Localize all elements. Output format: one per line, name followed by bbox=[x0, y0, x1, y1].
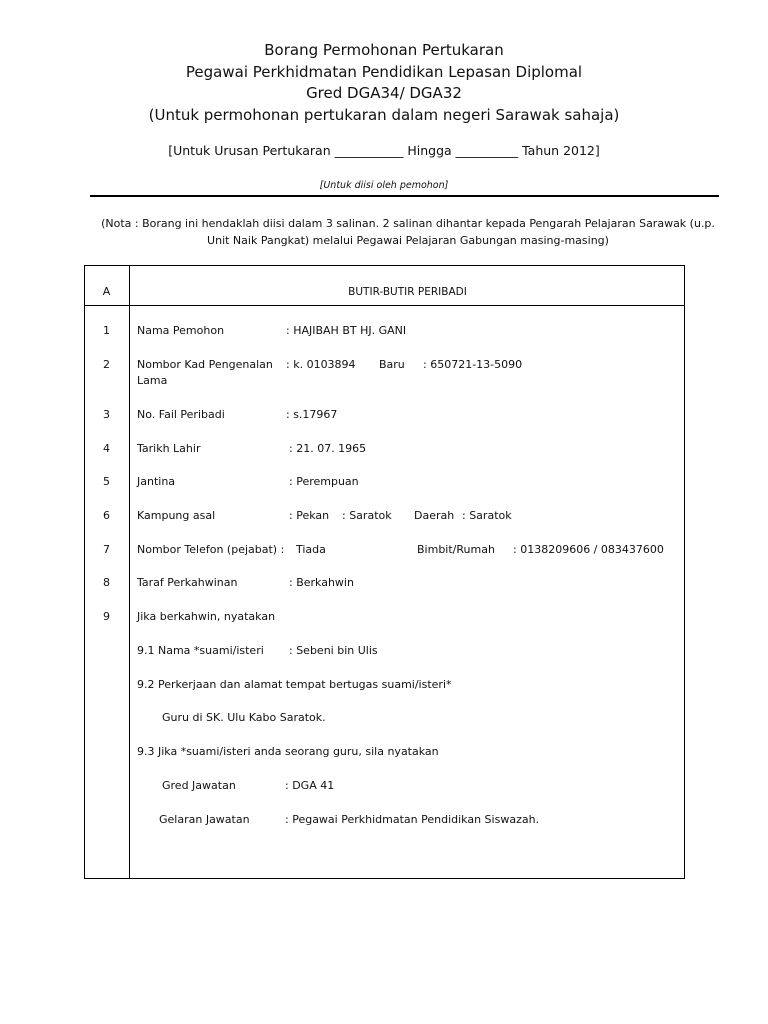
ic-new-label: Baru bbox=[379, 358, 405, 371]
spouse-name-label: 9.1 Nama *suami/isteri bbox=[137, 644, 264, 657]
section-letter: A bbox=[102, 285, 111, 298]
form-subtitle: Pegawai Perkhidmatan Pendidikan Lepasan Diplomal bbox=[185, 63, 583, 81]
form-scope: (Untuk permohonan pertukaran dalam negeri Sarawak sahaja) bbox=[148, 106, 620, 124]
spouse-title-label: Gelaran Jawatan bbox=[159, 813, 250, 826]
spouse-grade-label: Gred Jawatan bbox=[162, 779, 236, 792]
hometown-town-value: : Saratok bbox=[342, 509, 392, 522]
transfer-period: [Untuk Urusan Pertukaran ___________ Hingga __________ Tahun 2012] bbox=[168, 143, 600, 158]
table-column-divider bbox=[129, 265, 130, 879]
row-number: 3 bbox=[103, 408, 110, 421]
spouse-job-value: Guru di SK. Ulu Kabo Saratok. bbox=[162, 711, 326, 724]
form-grade: Gred DGA34/ DGA32 bbox=[306, 84, 462, 102]
ic-number-label: Nombor Kad Pengenalan bbox=[137, 358, 273, 371]
form-title: Borang Permohonan Pertukaran bbox=[264, 41, 504, 59]
header-divider bbox=[90, 195, 719, 197]
hometown-village-value: : Pekan bbox=[289, 509, 330, 522]
spouse-title-value: : Pegawai Perkhidmatan Pendidikan Siswazah. bbox=[285, 813, 540, 826]
district-value: : Saratok bbox=[462, 509, 512, 522]
row-number: 8 bbox=[103, 576, 110, 589]
married-section-label: Jika berkahwin, nyatakan bbox=[137, 610, 276, 623]
row-number: 4 bbox=[103, 442, 110, 455]
row-number: 5 bbox=[103, 475, 110, 488]
gender-label: Jantina bbox=[137, 475, 176, 488]
spouse-grade-value: : DGA 41 bbox=[285, 779, 335, 792]
office-phone-value: Tiada bbox=[296, 543, 326, 556]
table-header-divider bbox=[84, 305, 685, 306]
mobile-phone-label: Bimbit/Rumah bbox=[417, 543, 495, 556]
section-title: BUTIR-BUTIR PERIBADI bbox=[348, 286, 467, 298]
office-phone-label: Nombor Telefon (pejabat) : bbox=[137, 543, 285, 556]
marital-status-value: : Berkahwin bbox=[289, 576, 354, 589]
birth-date-label: Tarikh Lahir bbox=[137, 442, 201, 455]
row-number: 2 bbox=[103, 358, 110, 371]
nota-text: (Nota : Borang ini hendaklah diisi dalam 3 salinan. 2 salinan dihantar kepada Pengarah Pelajaran Sarawak (u.p. Unit Naik Pangkat) melalui Pegawai Pelajaran Gabungan masing-masing) bbox=[101, 217, 715, 247]
spouse-job-label: 9.2 Perkerjaan dan alamat tempat bertugas suami/isteri* bbox=[137, 678, 452, 691]
file-number-value: : s.17967 bbox=[286, 408, 338, 421]
spouse-name-value: : Sebeni bin Ulis bbox=[289, 644, 378, 657]
ic-old-value: : k. 0103894 bbox=[286, 358, 356, 371]
marital-status-label: Taraf Perkahwinan bbox=[137, 576, 238, 589]
hometown-label: Kampung asal bbox=[137, 509, 216, 522]
spouse-teacher-label: 9.3 Jika *suami/isteri anda seorang guru, sila nyatakan bbox=[137, 745, 439, 758]
file-number-label: No. Fail Peribadi bbox=[137, 408, 225, 421]
row-number: 6 bbox=[103, 509, 110, 522]
birth-date-value: : 21. 07. 1965 bbox=[289, 442, 367, 455]
district-label: Daerah bbox=[414, 509, 455, 522]
ic-new-value: : 650721-13-5090 bbox=[423, 358, 523, 371]
applicant-name-label: Nama Pemohon bbox=[137, 324, 225, 337]
row-number: 1 bbox=[103, 324, 110, 337]
gender-value: : Perempuan bbox=[289, 475, 359, 488]
applicant-note: [Untuk diisi oleh pemohon] bbox=[319, 180, 449, 191]
mobile-phone-value: : 0138209606 / 083437600 bbox=[513, 543, 664, 556]
applicant-name-value: : HAJIBAH BT HJ. GANI bbox=[286, 324, 407, 337]
row-number: 9 bbox=[103, 610, 110, 623]
row-number: 7 bbox=[103, 543, 110, 556]
ic-number-label-old: Lama bbox=[137, 374, 168, 387]
